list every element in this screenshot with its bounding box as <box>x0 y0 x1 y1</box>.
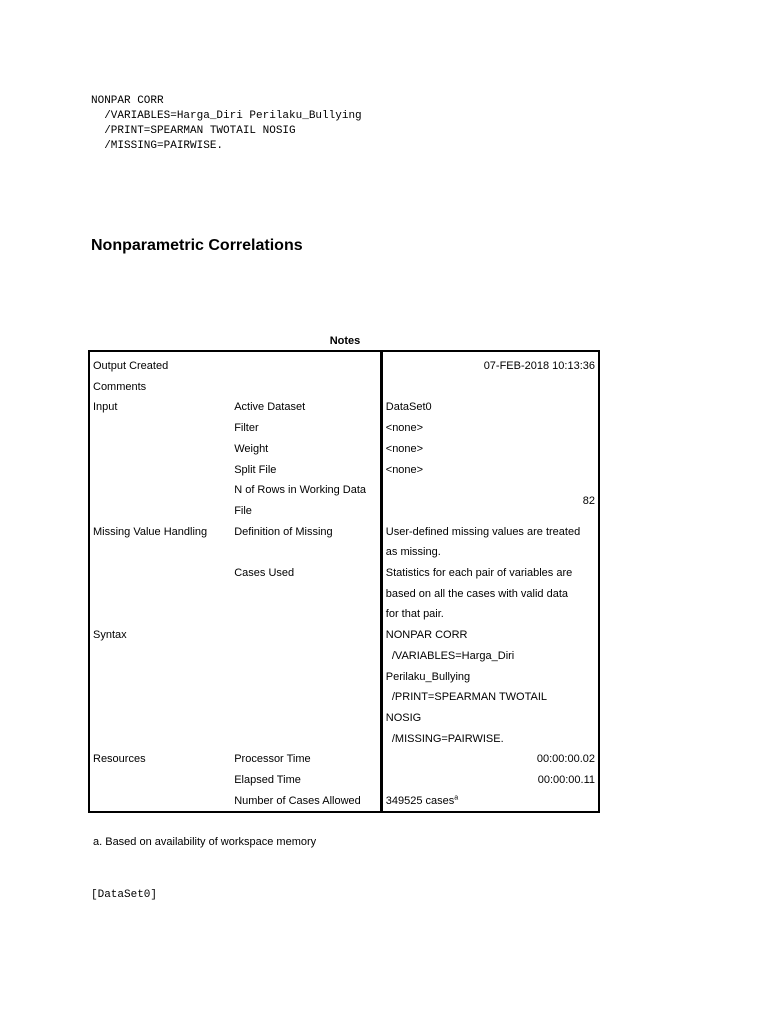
row-sublabel: Number of Cases Allowed <box>231 791 381 813</box>
row-sublabel: Elapsed Time <box>231 770 381 791</box>
table-row <box>89 480 599 521</box>
value-line: as missing. <box>385 546 441 559</box>
value-line: NOSIG <box>385 711 422 724</box>
syntax-line: /PRINT=SPEARMAN TWOTAIL NOSIG <box>91 125 296 137</box>
value-line: NONPAR CORR <box>385 629 468 642</box>
table-row <box>89 397 599 418</box>
dataset-label: [DataSet0] <box>91 889 158 901</box>
active-dataset-value: DataSet0 <box>385 401 432 414</box>
weight-value: <none> <box>385 442 424 455</box>
row-label: Comments <box>93 380 147 393</box>
n-rows-label-line: N of Rows in Working Data <box>234 484 367 497</box>
footnote: a. Based on availability of workspace memory <box>93 836 317 848</box>
table-row <box>89 439 599 460</box>
row-label: Output Created <box>93 360 169 372</box>
value-line: User-defined missing values are treated <box>385 525 581 538</box>
table-row <box>89 563 599 625</box>
row-sublabel: Weight <box>231 439 381 460</box>
notes-table <box>88 350 600 813</box>
processor-time-value: 00:00:00.02 <box>536 753 595 766</box>
row-label: Input <box>93 401 118 414</box>
row-label: Resources <box>93 753 146 766</box>
section-heading: Nonparametric Correlations <box>91 237 303 254</box>
footnote-marker: a <box>454 794 459 802</box>
table-row <box>89 770 599 791</box>
table-row <box>89 749 599 770</box>
row-sublabel: Active Dataset <box>231 397 381 418</box>
syntax-line: NONPAR CORR <box>91 95 164 107</box>
value-line: based on all the cases with valid data <box>385 587 568 600</box>
split-file-value: <none> <box>385 463 424 476</box>
row-sublabel: Split File <box>231 460 381 481</box>
filter-value: <none> <box>385 422 424 435</box>
output-created-value: 07-FEB-2018 10:13:36 <box>483 360 595 372</box>
table-row <box>89 522 599 563</box>
definition-value <box>381 522 599 563</box>
row-sublabel: Cases Used <box>231 563 381 625</box>
value-line: for that pair. <box>385 608 444 621</box>
n-rows-label-line: File <box>234 504 252 517</box>
value-line: Perilaku_Bullying <box>385 670 471 683</box>
cases-allowed-value <box>381 791 599 813</box>
value-line: /MISSING=PAIRWISE. <box>385 732 504 745</box>
value-line: /VARIABLES=Harga_Diri <box>385 649 515 662</box>
row-sublabel <box>231 480 381 521</box>
syntax-block <box>91 94 362 154</box>
value-line: Statistics for each pair of variables are <box>385 567 573 580</box>
row-label: Missing Value Handling <box>93 525 208 538</box>
table-row <box>89 418 599 439</box>
table-row <box>89 377 599 398</box>
row-sublabel: Definition of Missing <box>231 522 381 563</box>
notes-title: Notes <box>329 335 361 347</box>
table-row <box>89 460 599 481</box>
elapsed-time-value: 00:00:00.11 <box>537 774 595 787</box>
row-sublabel: Filter <box>231 418 381 439</box>
syntax-line: /VARIABLES=Harga_Diri Perilaku_Bullying <box>91 110 362 122</box>
syntax-line: /MISSING=PAIRWISE. <box>91 140 224 152</box>
value-line: /PRINT=SPEARMAN TWOTAIL <box>385 691 548 704</box>
table-row <box>89 625 599 749</box>
table-row <box>89 351 599 377</box>
row-label: Syntax <box>93 629 127 642</box>
syntax-value <box>381 625 599 749</box>
row-sublabel: Processor Time <box>231 749 381 770</box>
value-line: 349525 cases <box>385 794 455 807</box>
n-rows-value: 82 <box>582 494 595 507</box>
table-row <box>89 791 599 813</box>
cases-used-value <box>381 563 599 625</box>
